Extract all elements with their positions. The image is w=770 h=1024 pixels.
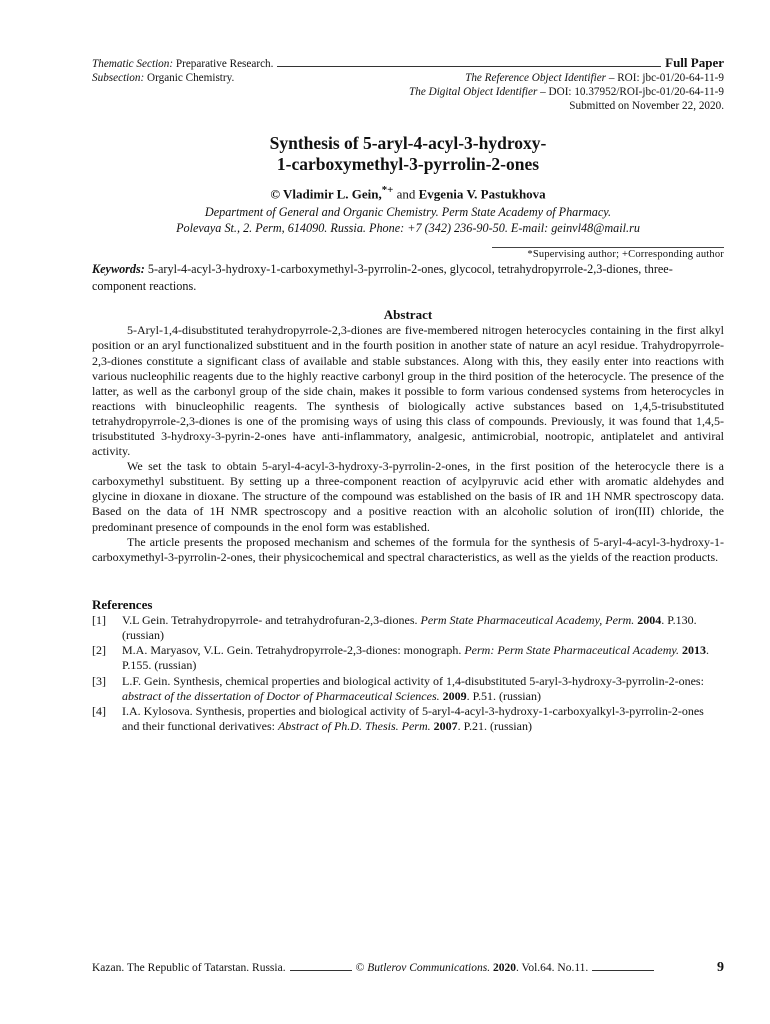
references-list bbox=[92, 613, 724, 735]
author-footnote: *Supervising author; +Corresponding author bbox=[527, 249, 724, 261]
reference-item: [4] I.A. Kylosova. Synthesis, properties and biological activity of 5-aryl-4-acyl-3-hydroxy-1-carboxyalkyl-3-pyrrolin-2-ones and their functional derivatives: Abstract of Ph.D. Thesis. Perm. 2007. P.21. (russian) bbox=[92, 704, 704, 734]
page-number: 9 bbox=[717, 960, 724, 975]
references-title: References bbox=[92, 596, 153, 612]
reference-item: [3] L.F. Gein. Synthesis, chemical properties and biological activity of 1,4-disubstituted 5-aryl-3-hydroxy-3-pyrrolin-2-ones: abstract of the dissertation of Doctor of Pharmaceutical Sciences. 2009. P.51. (russian) bbox=[92, 673, 704, 703]
footer-location: Kazan. The Republic of Tatarstan. Russia. bbox=[92, 962, 286, 974]
author-2: Evgenia V. Pastukhova bbox=[418, 186, 546, 202]
affiliation: Department of General and Organic Chemistry. Perm State Academy of Pharmacy. Polevaya St., 2. Perm, 614090. Russia. Phone: +7 (342) 236-90-50. E-mail: geinvl48@mail.ru bbox=[176, 205, 640, 236]
thematic-section: Thematic Section: Preparative Research. bbox=[92, 58, 274, 70]
abstract-title: Abstract bbox=[383, 307, 433, 323]
footer-rule bbox=[592, 970, 654, 971]
doi: The Digital Object Identifier – DOI: 10.37952/ROI-jbc-01/20-64-11-9 bbox=[409, 86, 724, 98]
footer-rule bbox=[290, 970, 352, 971]
footer-journal: Butlerov Communications. bbox=[367, 962, 491, 974]
paper-page bbox=[92, 56, 724, 734]
footer-year: 2020 bbox=[492, 962, 516, 974]
reference-item: [2] M.A. Maryasov, V.L. Gein. Tetrahydropyrrole-2,3-diones: monograph. Perm: Perm State Pharmaceutical Academy. 2013. P.155. (russian) bbox=[92, 643, 710, 673]
reference-item: [1] V.L Gein. Tetrahydropyrrole- and tetrahydrofuran-2,3-diones. Perm State Pharmaceutical Academy, Perm. 2004. P.130. (russian) bbox=[92, 612, 697, 643]
header-row-1 bbox=[92, 56, 724, 71]
roi: The Reference Object Identifier – ROI: jbc-01/20-64-11-9 bbox=[465, 72, 724, 84]
authors: © Vladimir L. Gein,*+ and Evgenia V. Pastukhova bbox=[270, 184, 546, 202]
abstract-paragraph: 5-Aryl-1,4-disubstituted terahydropyrrole-2,3-diones are five-membered nitrogen heterocycles containing in the first alkyl position or an aryl functionalized substituent and in the fourth position in another state of nature an acyl residue. Trahydropyrrole-2,3-diones constitute a significant class of available and stable substances. Along with this, they easily enter into reactions with various nucleophilic reagents due to the highly reactive carbonyl group in the third position of the heterocycle. The presence of the latter, as well as the carbonyl group of the side chain, makes it possible to form various condensed systems from heterocycles in reactions with binucleophilic reagents. The synthesis of biologically active substances based on 1,4,5-trisubstituted tetrahydropyrrole-2,3-diones is one of the promising ways of using this class of compounds. Previously, it was found that 1,4,5-trisubstituted 3-hydroxy-3-pyrin-2-ones have anti-inflammatory, analgesic, antimicrobial, nootropic, antiplatelet and antiviral activity. bbox=[92, 323, 724, 459]
abstract-paragraph: We set the task to obtain 5-aryl-4-acyl-3-hydroxy-3-pyrrolin-2-ones, in the first position of the heterocycle there is a carboxymethyl substituent. By setting up a three-component reaction of acylpyruvic acid ether with aromatic aldehydes and glycine in dioxane in dioxane. The structure of the compound was established on the basis of IR and 1H NMR spectroscopy data. Based on the data of 1H NMR spectroscopy and a positive reaction with an alcoholic solution of iron(III) chloride, the predominant presence of compounds in the enol form was established. bbox=[92, 459, 724, 534]
abstract bbox=[92, 323, 724, 565]
header-row-2 bbox=[92, 71, 724, 85]
subsection: Subsection: Organic Chemistry. bbox=[92, 72, 235, 84]
abstract-paragraph: The article presents the proposed mechanism and schemes of the formula for the synthesis of 5-aryl-4-acyl-3-hydroxy-1-carboxymethyl-3-pyrrolin-2-ones, their physicochemical and spectral characteristics, as well as the yields of the reaction products. bbox=[92, 534, 724, 564]
header-rule bbox=[277, 66, 661, 67]
keywords: Keywords: 5-aryl-4-acyl-3-hydroxy-1-carboxymethyl-3-pyrrolin-2-ones, glycocol, tetrahydropyrrole-2,3-diones, three-component reactions. bbox=[92, 262, 673, 294]
footnote-rule bbox=[492, 247, 724, 248]
page-footer: Kazan. The Republic of Tatarstan. Russia. © Butlerov Communications. 2020 . Vol.64. No.11. 9 bbox=[92, 960, 724, 975]
submitted-date: Submitted on November 22, 2020. bbox=[569, 100, 724, 112]
author-1: Vladimir L. Gein, bbox=[283, 186, 382, 202]
paper-title: Synthesis of 5-aryl-4-acyl-3-hydroxy- 1-carboxymethyl-3-pyrrolin-2-ones bbox=[269, 133, 547, 174]
paper-type: Full Paper bbox=[665, 55, 724, 70]
